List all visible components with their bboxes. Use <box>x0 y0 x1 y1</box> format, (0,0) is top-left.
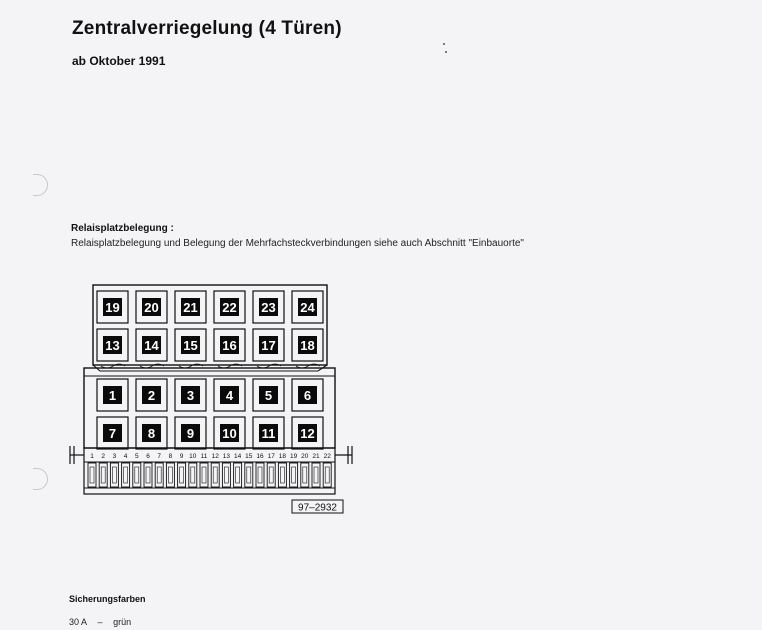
relais-heading: Relaisplatzbelegung : <box>71 223 174 234</box>
fuse-number: 15 <box>245 453 253 460</box>
fuse-contact <box>112 467 116 483</box>
relay-slot-number: 18 <box>300 338 315 353</box>
relay-slot-number: 12 <box>300 426 315 441</box>
fuse-contact <box>157 467 161 483</box>
relay-slot-number: 3 <box>186 388 195 403</box>
fuse-contact <box>236 467 240 483</box>
fuse-contact <box>280 467 284 483</box>
fuse-number: 7 <box>157 453 162 460</box>
fuse-slot <box>200 463 208 487</box>
reference-number: 97–2932 <box>298 502 337 514</box>
fuse-contact <box>101 467 105 483</box>
fuse-number: 1 <box>90 453 94 460</box>
fuse-slot <box>256 463 264 487</box>
page-title: Zentralverriegelung (4 Türen) <box>72 18 342 39</box>
fuse-contact <box>325 467 329 483</box>
fuse-slots <box>88 463 331 487</box>
fuse-number: 17 <box>267 453 275 460</box>
fuse-slot <box>88 463 96 487</box>
fuse-slot <box>234 463 242 487</box>
relay-slot-number: 7 <box>108 426 117 441</box>
relay-slot-number: 20 <box>144 300 159 315</box>
relay-slot-number: 5 <box>264 388 273 403</box>
relay-slot-number: 21 <box>183 300 198 315</box>
fuse-number: 16 <box>256 453 264 460</box>
fuse-contact <box>146 467 150 483</box>
fuse-number: 3 <box>112 453 117 460</box>
fuse-number: 8 <box>168 453 173 460</box>
fuse-contact <box>191 467 195 483</box>
relais-text: Relaisplatzbelegung und Belegung der Mehrfachsteckverbindungen siehe auch Abschnitt "Einbauorte" <box>71 238 524 249</box>
fuse-number: 4 <box>123 453 128 460</box>
fuse-slot <box>99 463 107 487</box>
fuse-colors-heading: Sicherungsfarben <box>69 594 146 604</box>
relay-slot-number: 17 <box>261 338 276 353</box>
fuse-contact <box>314 467 318 483</box>
relay-slot-number: 23 <box>261 300 276 315</box>
relay-slot-number: 10 <box>222 426 237 441</box>
fuse-number: 22 <box>323 453 331 460</box>
fuse-number: 14 <box>233 453 242 460</box>
fuse-number: 6 <box>146 453 150 460</box>
fuse-number: 2 <box>101 453 106 460</box>
fuse-number: 20 <box>301 453 309 460</box>
fuse-slot <box>323 463 331 487</box>
relay-slot-number: 22 <box>222 300 237 315</box>
fuse-slot <box>301 463 309 487</box>
relay-slot-number: 9 <box>186 426 195 441</box>
fuse-contact <box>202 467 206 483</box>
fuse-contact <box>303 467 307 483</box>
fuse-number-labels <box>90 453 331 460</box>
fuse-slot <box>245 463 253 487</box>
fuse-slot <box>312 463 320 487</box>
fuse-contact <box>292 467 296 483</box>
fuse-contact <box>269 467 273 483</box>
fuse-slot <box>267 463 275 487</box>
fuse-slot <box>290 463 298 487</box>
fuse-number: 12 <box>211 453 219 460</box>
fuse-contact <box>224 467 228 483</box>
fuse-slot <box>144 463 152 487</box>
relay-slot-number: 4 <box>225 388 234 403</box>
fuse-number: 13 <box>222 453 231 460</box>
fuse-slot <box>110 463 118 487</box>
fuse-contact <box>213 467 217 483</box>
relay-slot-number: 2 <box>147 388 156 403</box>
fuse-number: 19 <box>289 453 298 460</box>
fuse-dash: – <box>97 617 103 627</box>
fuse-slot <box>166 463 174 487</box>
relay-slot-number: 16 <box>222 338 237 353</box>
fuse-slot <box>178 463 186 487</box>
relay-slot-number: 15 <box>183 338 198 353</box>
fuse-contact <box>135 467 139 483</box>
relay-slot-number: 1 <box>108 388 117 403</box>
fuse-slot <box>189 463 197 487</box>
page-subtitle: ab Oktober 1991 <box>72 54 166 68</box>
relay-slot-number: 24 <box>300 300 315 315</box>
relay-slot-number: 13 <box>105 338 120 353</box>
relay-slot-number: 14 <box>144 338 159 353</box>
fuse-slot <box>278 463 286 487</box>
fuse-slot <box>122 463 130 487</box>
left-bracket <box>70 446 84 464</box>
fuse-contact <box>247 467 251 483</box>
fuse-number: 11 <box>200 453 208 460</box>
fuse-contact <box>180 467 184 483</box>
relay-slot-number: 6 <box>303 388 312 403</box>
fuse-number: 21 <box>312 453 320 460</box>
fuse-slot <box>211 463 219 487</box>
right-bracket <box>335 446 352 464</box>
fuse-contact <box>124 467 128 483</box>
relay-slot-number: 11 <box>261 426 276 441</box>
fuse-contact <box>258 467 262 483</box>
fuse-amperage: 30 A <box>69 617 88 627</box>
fuse-color-entry <box>69 617 139 627</box>
fuse-contact <box>90 467 94 483</box>
fuse-number: 18 <box>278 453 287 460</box>
fuse-slot <box>222 463 230 487</box>
fuse-color: grün <box>113 617 132 627</box>
relay-slot-number: 8 <box>147 426 156 441</box>
relay-slots <box>97 291 323 449</box>
relay-slot-number: 19 <box>105 300 120 315</box>
fuse-slot <box>133 463 141 487</box>
fuse-slot <box>155 463 163 487</box>
fuse-number: 10 <box>189 453 197 460</box>
fuse-number: 9 <box>179 453 184 460</box>
fuse-contact <box>168 467 172 483</box>
fuse-number: 5 <box>134 453 139 460</box>
